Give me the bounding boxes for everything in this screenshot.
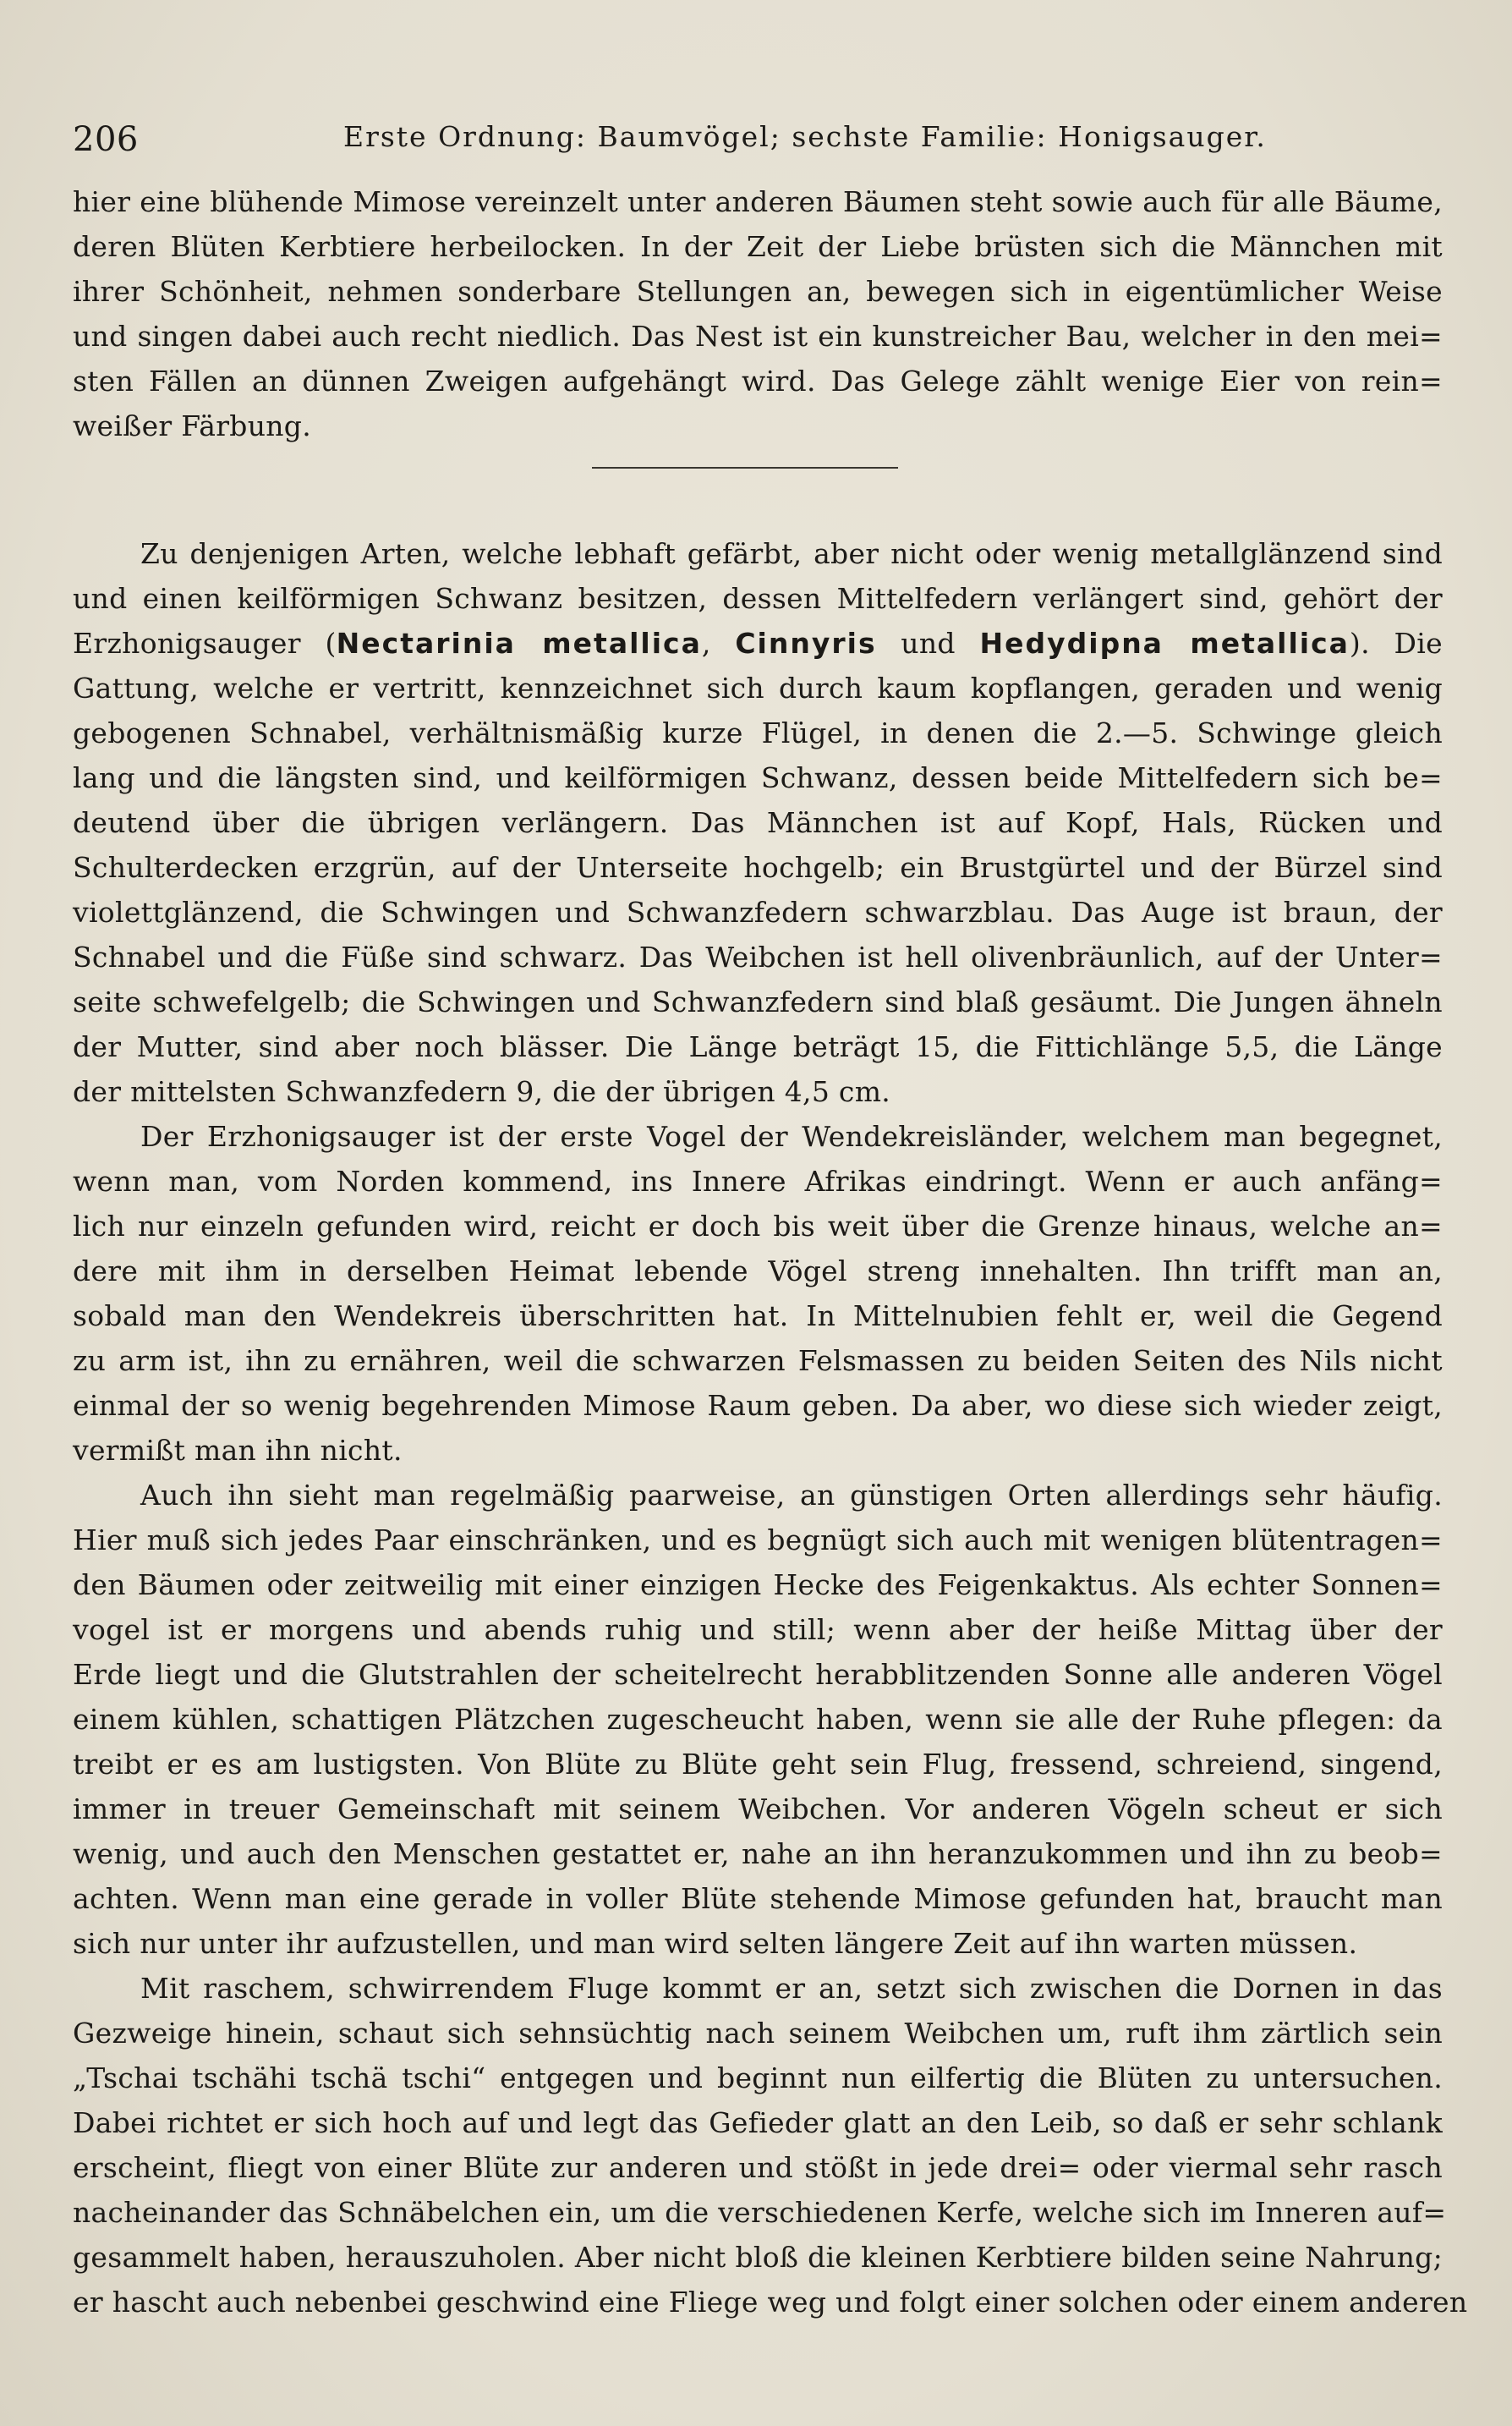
text-line: ihrer Schönheit, nehmen sonderbare Stellungen an, bewegen sich in eigentümlicher Weise [73,275,1443,308]
paragraph-description [73,531,1443,1114]
text-line: sten Fällen an dünnen Zweigen aufgehängt wird. Das Gelege zählt wenige Eier von rein= [73,365,1443,398]
text-line: Gezweige hinein, schaut sich sehnsüchtig nach seinem Weibchen um, ruft ihm zärtlich sein [73,2017,1443,2050]
text-line: der mittelsten Schwanzfedern 9, die der übrigen 4,5 cm. [73,1075,891,1108]
text-line: achten. Wenn man eine gerade in voller Blüte stehende Mimose gefunden hat, braucht man [73,1882,1443,1915]
latin-name: Cinnyris [735,627,877,660]
separator: , [701,627,736,660]
separator: und [876,627,980,660]
text-line: vogel ist er morgens und abends ruhig und still; wenn aber der heiße Mittag über der [73,1613,1443,1646]
text-line: Mit raschem, schwirrendem Fluge kommt er an, setzt sich zwischen die Dornen in das [140,1972,1443,2005]
species-name: Erzhonigsauger ( [73,627,337,660]
text-line: Schnabel und die Füße sind schwarz. Das Weibchen ist hell olivenbräunlich, auf der Unter= [73,941,1443,974]
paragraph-distribution [73,1114,1443,1473]
text-line: treibt er es am lustigsten. Von Blüte zu Blüte geht sein Flug, fressend, schreiend, singend, [73,1748,1443,1781]
text-line: Auch ihn sieht man regelmäßig paarweise, an günstigen Orten allerdings sehr häufig. [140,1479,1443,1512]
text-line: Hier muß sich jedes Paar einschränken, und es begnügt sich auch mit wenigen blütentragen= [73,1523,1443,1556]
text-line: und singen dabei auch recht niedlich. Das Nest ist ein kunstreicher Bau, welcher in den mei= [73,320,1443,353]
page-number: 206 [73,120,139,159]
latin-name: Hedydipna metallica [979,627,1350,660]
text-line: einem kühlen, schattigen Plätzchen zugescheucht haben, wenn sie alle der Ruhe pflegen: da [73,1703,1443,1736]
text-line: der Mutter, sind aber noch blässer. Die Länge beträgt 15, die Fittichlänge 5,5, die Länge [73,1030,1443,1063]
text-line: „Tschai tschähi tschä tschi“ entgegen und beginnt nun eilfertig die Blüten zu untersuchen. [73,2061,1443,2094]
text-line: lich nur einzeln gefunden wird, reicht er doch bis weit über die Grenze hinaus, welche an= [73,1210,1443,1243]
text-line: Schulterdecken erzgrün, auf der Unterseite hochgelb; ein Brustgürtel und der Bürzel sind [73,851,1443,884]
text-line: zu arm ist, ihn zu ernähren, weil die schwarzen Felsmassen zu beiden Seiten des Nils nicht [73,1344,1443,1377]
text-line: Gattung, welche er vertritt, kennzeichnet sich durch kaum kopflangen, geraden und wenig [73,672,1443,705]
text-line: gesammelt haben, herauszuholen. Aber nicht bloß die kleinen Kerbtiere bilden seine Nahrung; [73,2241,1443,2274]
running-title: Erste Ordnung: Baumvögel; sechste Familie: Honigsauger. [343,120,1267,153]
text-line: gebogenen Schnabel, verhältnismäßig kurze Flügel, in denen die 2.—5. Schwinge gleich [73,716,1443,749]
paragraph-feeding [73,1966,1468,2324]
text-line: hier eine blühende Mimose vereinzelt unter anderen Bäumen steht sowie auch für alle Bäume, [73,185,1443,218]
text-line: wenn man, vom Norden kommend, ins Innere Afrikas eindringt. Wenn er auch anfäng= [73,1165,1443,1198]
paragraph-top [73,179,1443,448]
text-line: seite schwefelgelb; die Schwingen und Schwanzfedern sind blaß gesäumt. Die Jungen ähneln [73,985,1443,1018]
text-line: vermißt man ihn nicht. [73,1434,403,1467]
text-line: und einen keilförmigen Schwanz besitzen, dessen Mittelfedern verlängert sind, gehört der [73,582,1443,615]
text-line: lang und die längsten sind, und keilförmigen Schwanz, dessen beide Mittelfedern sich be= [73,761,1443,794]
text-line: sich nur unter ihr aufzustellen, und man wird selten längere Zeit auf ihn warten müssen. [73,1927,1358,1960]
text-line: Dabei richtet er sich hoch auf und legt das Gefieder glatt an den Leib, so daß er sehr schlank [73,2106,1443,2139]
text-line: immer in treuer Gemeinschaft mit seinem Weibchen. Vor anderen Vögeln scheut er sich [73,1792,1443,1825]
latin-name: Nectarinia metallica [336,627,702,660]
text-line: Der Erzhonigsauger ist der erste Vogel der Wendekreisländer, welchem man begegnet, [140,1120,1443,1153]
text-line: erscheint, fliegt von einer Blüte zur anderen und stößt in jede drei= oder viermal sehr rasch [73,2151,1443,2184]
text-line: Zu denjenigen Arten, welche lebhaft gefärbt, aber nicht oder wenig metallglänzend sind [140,537,1443,570]
paragraph-behavior [73,1473,1443,1966]
text-line: dere mit ihm in derselben Heimat lebende Vögel streng innehalten. Ihn trifft man an, [73,1254,1443,1287]
text-line: er hascht auch nebenbei geschwind eine Fliege weg und folgt einer solchen oder einem anderen [73,2286,1468,2319]
text-line: Erde liegt und die Glutstrahlen der scheitelrecht herabblitzenden Sonne alle anderen Vögel [73,1658,1443,1691]
text-line: deutend über die übrigen verlängern. Das Männchen ist auf Kopf, Hals, Rücken und [73,806,1443,839]
text-line: deren Blüten Kerbtiere herbeilocken. In der Zeit der Liebe brüsten sich die Männchen mit [73,230,1443,263]
text-line: nacheinander das Schnäbelchen ein, um die verschiedenen Kerfe, welche sich im Inneren auf= [73,2196,1447,2229]
line-end: ). Die [1349,627,1443,660]
text-line: sobald man den Wendekreis überschritten hat. In Mittelnubien fehlt er, weil die Gegend [73,1299,1443,1332]
text-line: violettglänzend, die Schwingen und Schwanzfedern schwarzblau. Das Auge ist braun, der [73,896,1443,929]
section-divider [592,467,898,469]
text-line: weißer Färbung. [73,409,312,442]
text-line: den Bäumen oder zeitweilig mit einer einzigen Hecke des Feigenkaktus. Als echter Sonnen= [73,1568,1443,1601]
text-line-species [73,621,1443,666]
text-line: einmal der so wenig begehrenden Mimose Raum geben. Da aber, wo diese sich wieder zeigt, [73,1389,1443,1422]
text-line: wenig, und auch den Menschen gestattet er, nahe an ihn heranzukommen und ihn zu beob= [73,1837,1443,1870]
page-header [73,112,1443,162]
